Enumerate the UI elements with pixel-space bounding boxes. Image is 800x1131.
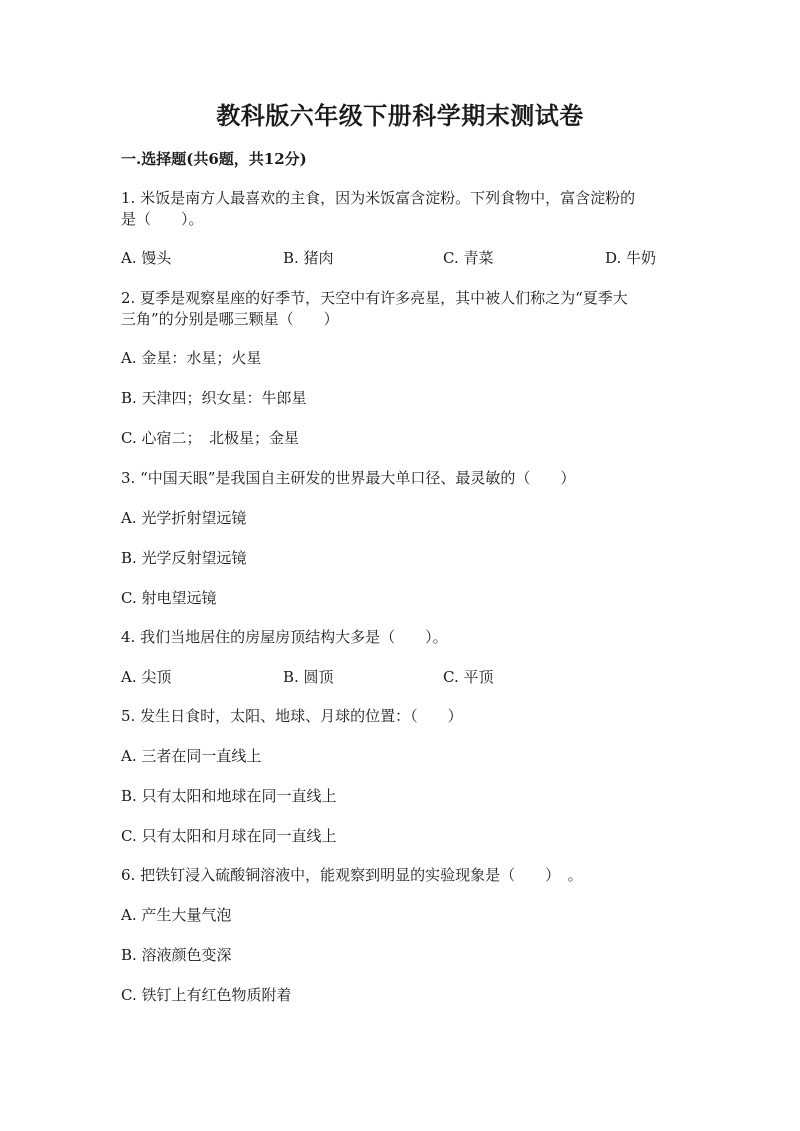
question-1-option-d: D. 牛奶 bbox=[605, 249, 657, 267]
question-5-option-c: C. 只有太阳和月球在同一直线上 bbox=[121, 827, 337, 845]
question-5-stem bbox=[121, 706, 681, 727]
question-6-option-c: C. 铁钉上有红色物质附着 bbox=[121, 986, 292, 1004]
question-3-option-c: C. 射电望远镜 bbox=[121, 589, 217, 607]
question-2-line-2: 三角”的分别是哪三颗星（ ） bbox=[121, 310, 339, 328]
section-heading: 一.选择题(共6题，共12分) bbox=[121, 150, 307, 168]
question-6-stem bbox=[121, 865, 681, 886]
question-2-stem bbox=[121, 288, 681, 330]
page-title: 教科版六年级下册科学期末测试卷 bbox=[216, 101, 584, 130]
question-6-line-1: 6. 把铁钉浸入硫酸铜溶液中，能观察到明显的实验现象是（ ） 。 bbox=[121, 866, 583, 884]
question-1-option-b: B. 猪肉 bbox=[283, 249, 334, 267]
question-5-option-a: A. 三者在同一直线上 bbox=[121, 747, 262, 765]
question-4-option-a: A. 尖顶 bbox=[121, 668, 172, 686]
question-4-option-b: B. 圆顶 bbox=[283, 668, 334, 686]
question-5-option-b: B. 只有太阳和地球在同一直线上 bbox=[121, 787, 337, 805]
question-1-option-c: C. 青菜 bbox=[443, 249, 494, 267]
question-1-line-1: 1. 米饭是南方人最喜欢的主食，因为米饭富含淀粉。下列食物中，富含淀粉的 bbox=[121, 189, 636, 207]
question-4-stem bbox=[121, 627, 681, 648]
question-2-option-c: C. 心宿二； 北极星；金星 bbox=[121, 429, 299, 447]
question-1-line-2: 是（ ）。 bbox=[121, 210, 204, 228]
question-3-stem bbox=[121, 468, 681, 489]
question-4-option-c: C. 平顶 bbox=[443, 668, 494, 686]
question-3-option-a: A. 光学折射望远镜 bbox=[121, 509, 247, 527]
question-2-line-1: 2. 夏季是观察星座的好季节，天空中有许多亮星，其中被人们称之为“夏季大 bbox=[121, 289, 628, 307]
question-3-line-1: 3. “中国天眼”是我国自主研发的世界最大单口径、最灵敏的（ ） bbox=[121, 469, 576, 487]
question-4-line-1: 4. 我们当地居住的房屋房顶结构大多是（ ）。 bbox=[121, 628, 448, 646]
question-1-stem bbox=[121, 188, 681, 230]
question-6-option-b: B. 溶液颜色变深 bbox=[121, 946, 232, 964]
question-3-option-b: B. 光学反射望远镜 bbox=[121, 549, 247, 567]
question-5-line-1: 5. 发生日食时，太阳、地球、月球的位置：（ ） bbox=[121, 707, 463, 725]
question-1-option-a: A. 馒头 bbox=[121, 249, 172, 267]
question-2-option-a: A. 金星：水星；火星 bbox=[121, 349, 262, 367]
question-2-option-b: B. 天津四；织女星：牛郎星 bbox=[121, 389, 307, 407]
question-6-option-a: A. 产生大量气泡 bbox=[121, 906, 232, 924]
